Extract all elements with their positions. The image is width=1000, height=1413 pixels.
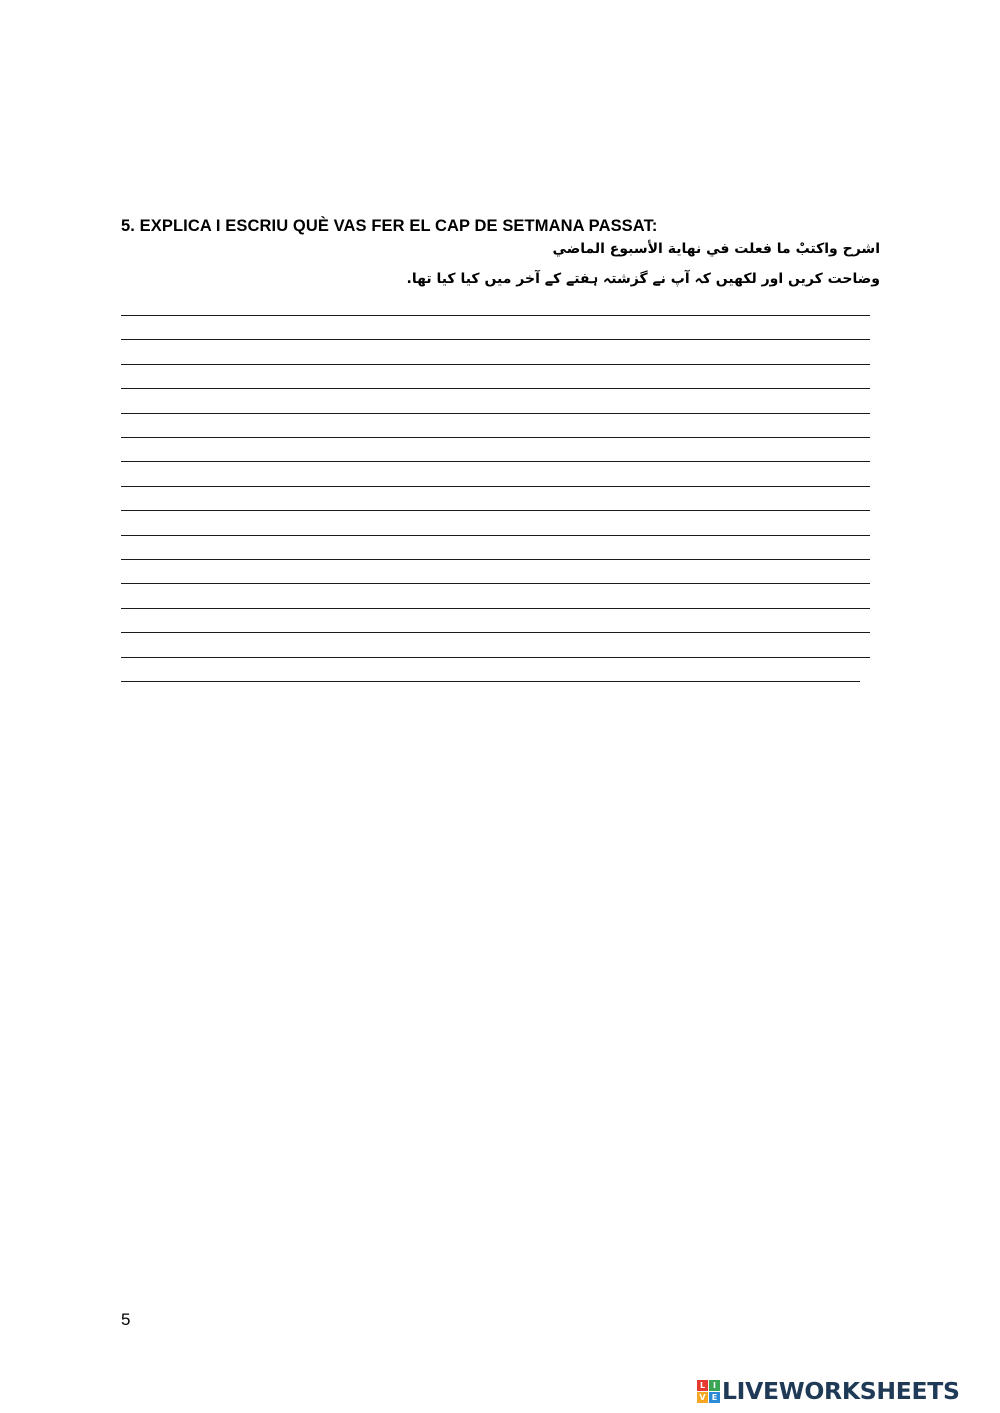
answer-line[interactable] <box>121 364 870 365</box>
answer-line[interactable] <box>121 486 870 487</box>
answer-line[interactable] <box>121 657 870 658</box>
answer-line[interactable] <box>121 632 870 633</box>
answer-lines <box>121 0 870 700</box>
question-title: 5. EXPLICA I ESCRIU QUÈ VAS FER EL CAP DE SETMANA PASSAT: <box>121 217 658 235</box>
answer-line[interactable] <box>121 388 870 389</box>
answer-line[interactable] <box>121 608 870 609</box>
brand-mark-tile: E <box>709 1392 720 1403</box>
liveworksheets-mark-icon <box>697 1380 720 1403</box>
brand-mark-tile: I <box>709 1380 720 1391</box>
brand-mark-tile: V <box>697 1392 708 1403</box>
brand-name: LIVEWORKSHEETS <box>722 1377 960 1405</box>
answer-line[interactable] <box>121 461 870 462</box>
liveworksheets-logo <box>697 1377 960 1405</box>
answer-line[interactable] <box>121 559 870 560</box>
page-number: 5 <box>121 1310 131 1329</box>
answer-line[interactable] <box>121 437 870 438</box>
answer-line[interactable] <box>121 510 870 511</box>
answer-line[interactable] <box>121 339 870 340</box>
question-arabic-instruction: اشرح واكتبْ ما فعلت في نهاية الأسبوع الماضي <box>552 241 880 257</box>
answer-line[interactable] <box>121 413 870 414</box>
answer-line[interactable] <box>121 315 870 316</box>
answer-line[interactable] <box>121 681 860 682</box>
question-urdu-instruction: وضاحت کریں اور لکھیں کہ آپ نے گزشتہ ہفتے کے آخر میں کیا کیا تھا. <box>406 271 880 287</box>
answer-line[interactable] <box>121 535 870 536</box>
brand-mark-tile: L <box>697 1380 708 1391</box>
answer-line[interactable] <box>121 583 870 584</box>
